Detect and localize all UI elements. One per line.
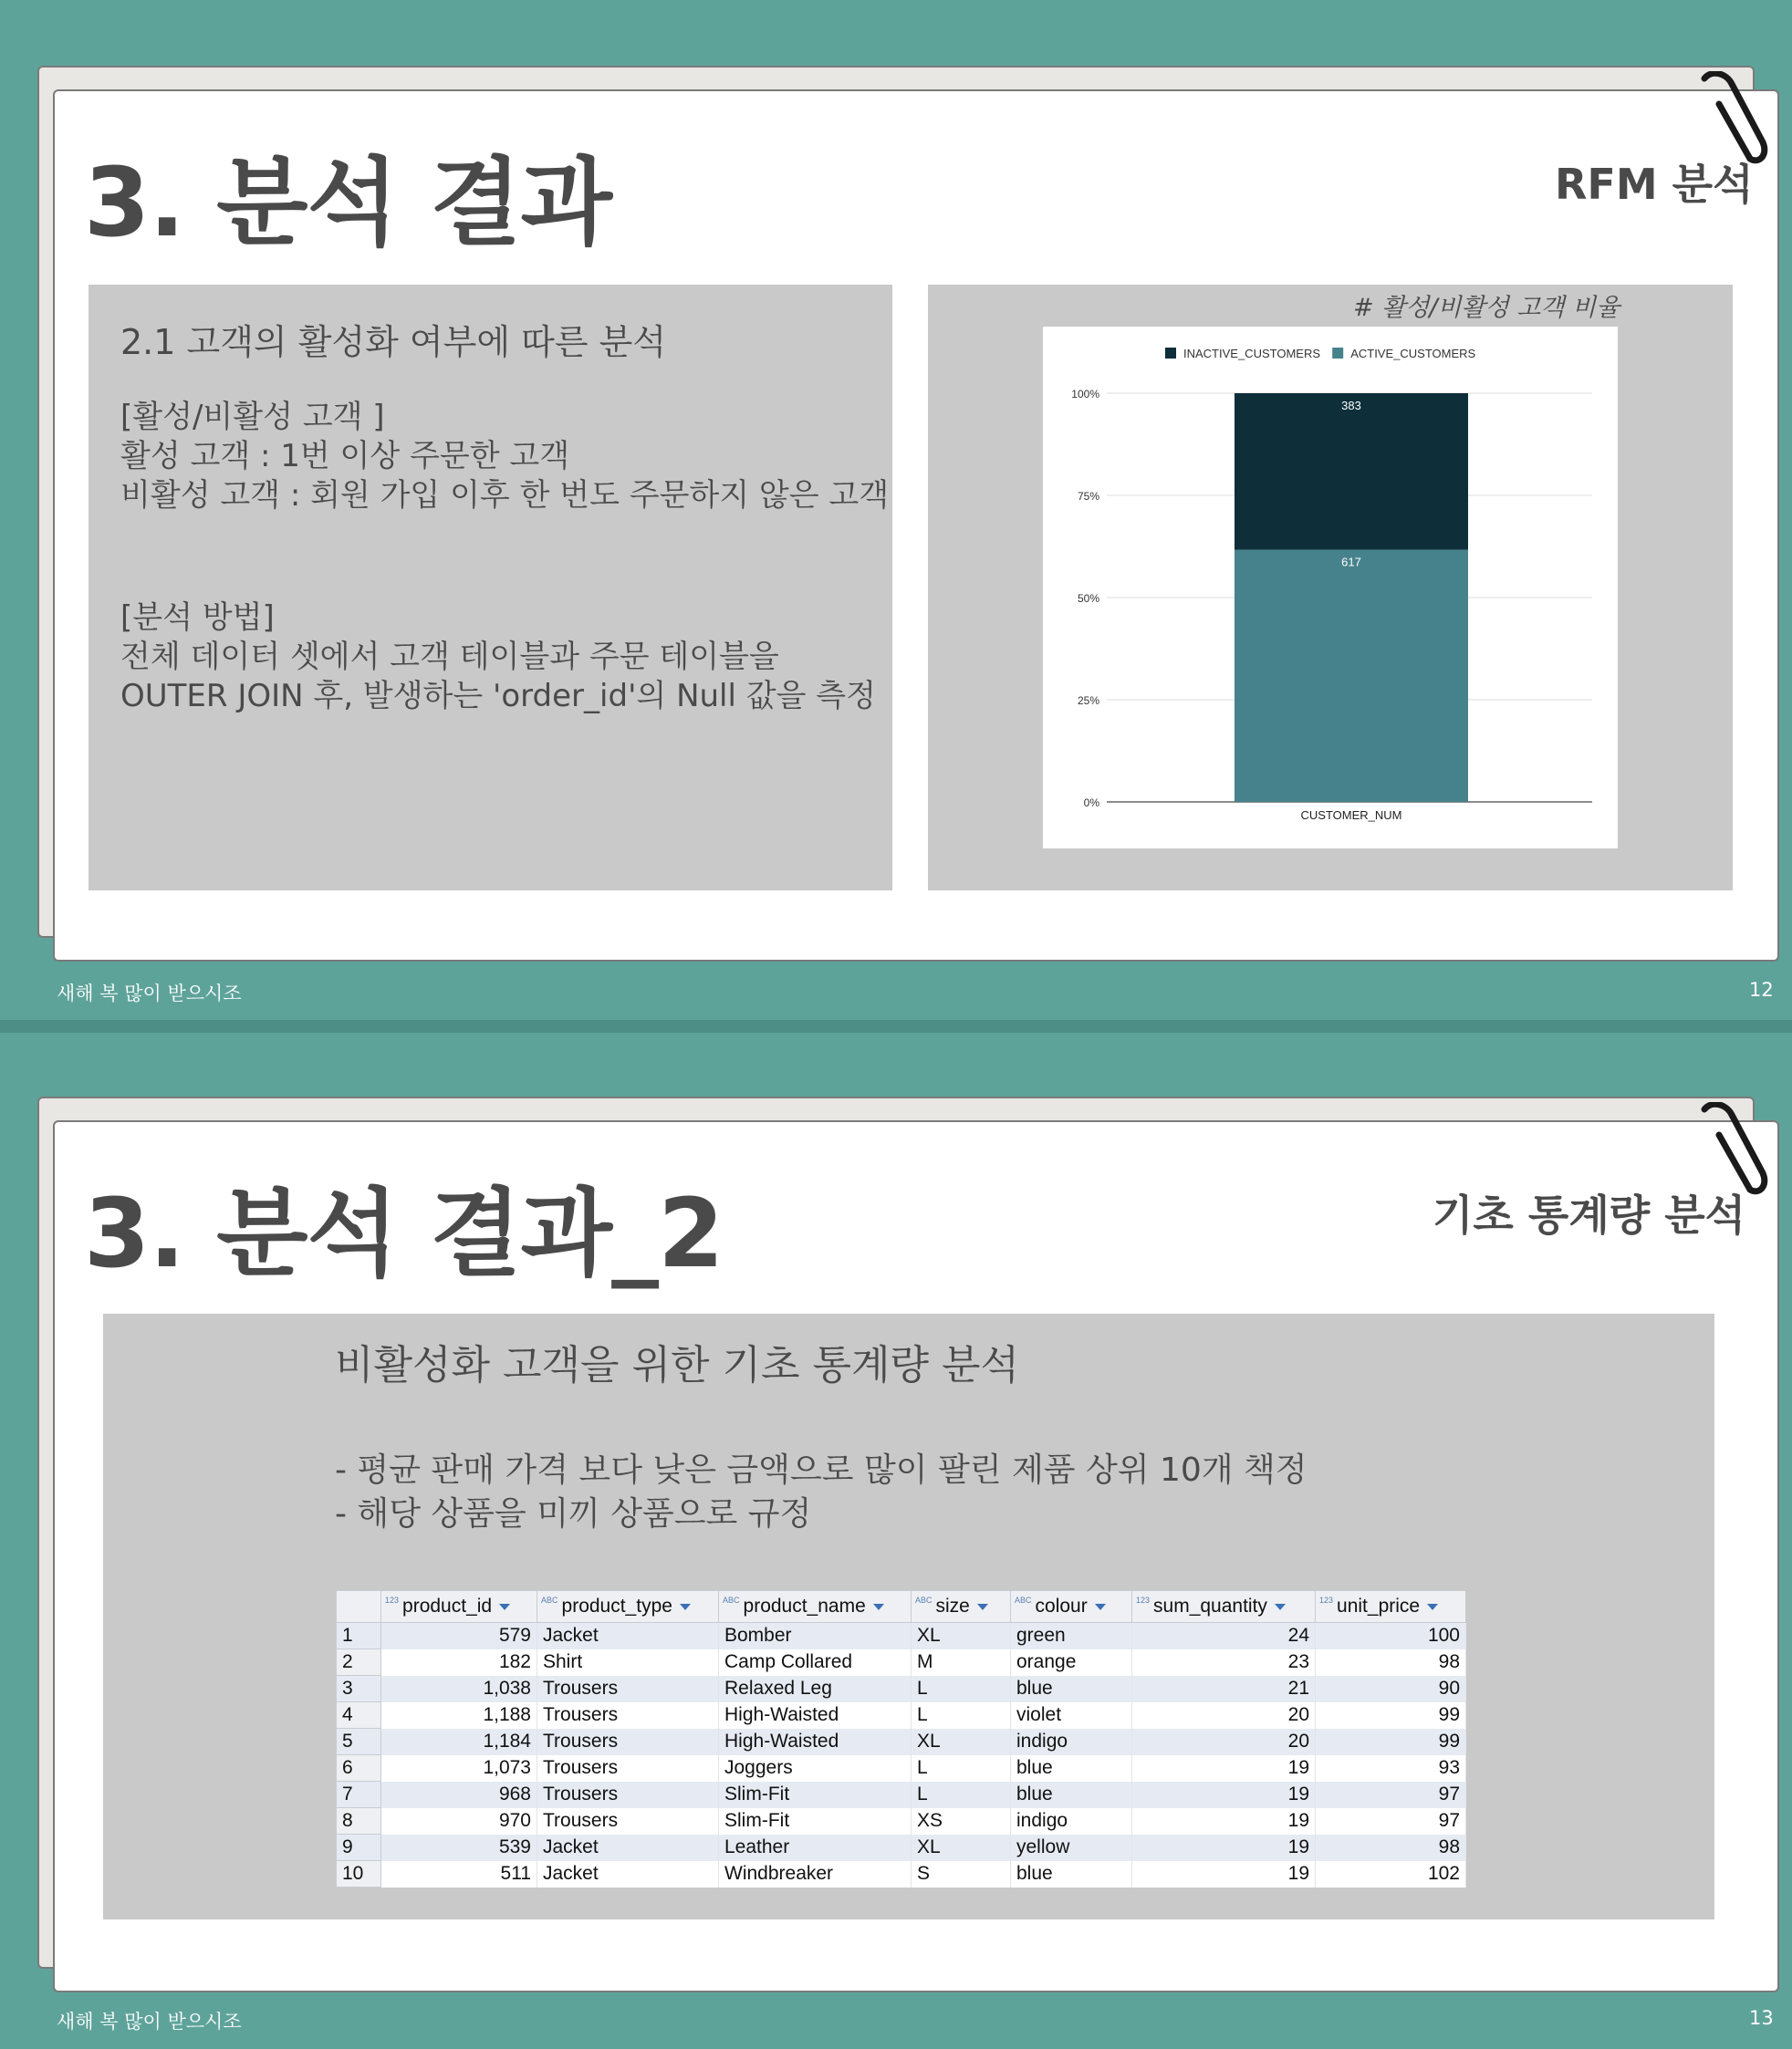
table-cell[interactable]: blue	[1011, 1676, 1132, 1702]
legend-swatch	[1165, 348, 1176, 359]
table-cell[interactable]: 97	[1316, 1782, 1466, 1808]
chart-card	[1043, 327, 1618, 848]
table-cell[interactable]: Windbreaker	[719, 1861, 912, 1888]
column-header-product-name[interactable]: $^{ABC}$ product_name	[719, 1591, 912, 1623]
table-row[interactable]	[337, 1782, 1466, 1808]
column-header-size[interactable]: $^{ABC}$ size	[912, 1591, 1011, 1623]
page-number: 12	[1749, 979, 1774, 1001]
column-header-unit-price[interactable]: $^{123}$ unit_price	[1316, 1591, 1466, 1623]
table-cell[interactable]: 99	[1316, 1702, 1466, 1729]
bar-segment	[1235, 550, 1468, 802]
table-row[interactable]	[337, 1676, 1466, 1702]
table-cell[interactable]: 24	[1132, 1623, 1316, 1649]
table-cell[interactable]: yellow	[1011, 1835, 1132, 1861]
slide-subtitle: 기초 통계량 분석	[1433, 1191, 1746, 1240]
table-row[interactable]	[337, 1755, 1466, 1782]
row-number[interactable]: 10	[337, 1861, 381, 1888]
table-cell[interactable]: Camp Collared	[719, 1649, 912, 1676]
table-cell[interactable]: 579	[381, 1623, 537, 1649]
column-header-product-id[interactable]: $^{123}$ product_id	[381, 1591, 537, 1623]
table-cell[interactable]: 19	[1132, 1808, 1316, 1835]
table-cell[interactable]: Trousers	[537, 1808, 719, 1835]
table-cell[interactable]: High-Waisted	[719, 1729, 912, 1755]
table-cell[interactable]: blue	[1011, 1782, 1132, 1808]
table-cell[interactable]: 98	[1316, 1835, 1466, 1861]
y-tick-label: 0%	[1083, 796, 1099, 809]
stacked-bar-chart	[1043, 327, 1618, 848]
table-cell[interactable]: 23	[1132, 1649, 1316, 1676]
table-cell[interactable]: 90	[1316, 1676, 1466, 1702]
y-tick-label: 100%	[1071, 388, 1099, 400]
table-cell[interactable]: 102	[1316, 1861, 1466, 1888]
table-cell[interactable]: 100	[1316, 1623, 1466, 1649]
panel-heading: 2.1 고객의 활성화 여부에 따른 분석	[120, 322, 667, 362]
row-number[interactable]: 2	[337, 1649, 381, 1676]
method-line: 전체 데이터 셋에서 고객 테이블과 주문 테이블을	[120, 639, 779, 675]
row-number[interactable]: 4	[337, 1702, 381, 1729]
table-cell[interactable]: XL	[912, 1729, 1011, 1755]
table-cell[interactable]: 1,038	[381, 1676, 537, 1702]
y-tick-label: 75%	[1077, 490, 1099, 503]
column-header-sum-quantity[interactable]: $^{123}$ sum_quantity	[1132, 1591, 1316, 1623]
table-cell[interactable]: L	[912, 1755, 1011, 1782]
row-number[interactable]: 3	[337, 1676, 381, 1702]
table-cell[interactable]: Trousers	[537, 1676, 719, 1702]
slide-subtitle: RFM 분석	[1555, 160, 1754, 209]
method-line: [분석 방법]	[120, 599, 275, 636]
slide-12	[0, 0, 1792, 1022]
legend-label: INACTIVE_CUSTOMERS	[1183, 347, 1321, 360]
definition-line: 활성 고객 : 1번 이상 주문한 고객	[120, 438, 570, 474]
data-label: 383	[1341, 399, 1361, 412]
result-grid[interactable]	[336, 1590, 1466, 1888]
method-line: OUTER JOIN 후, 발생하는 'order_id'의 Null 값을 측정	[120, 678, 876, 714]
table-cell[interactable]: green	[1011, 1623, 1132, 1649]
table-cell[interactable]: Trousers	[537, 1702, 719, 1729]
row-number[interactable]: 1	[337, 1623, 381, 1649]
table-cell[interactable]: 1,073	[381, 1755, 537, 1782]
table-cell[interactable]: indigo	[1011, 1729, 1132, 1755]
slide-title: 3. 분석 결과_2	[84, 1178, 724, 1289]
table-cell[interactable]: Bomber	[719, 1623, 912, 1649]
chart-panel	[928, 285, 1733, 890]
row-number[interactable]: 5	[337, 1729, 381, 1755]
table-cell[interactable]: 182	[381, 1649, 537, 1676]
table-cell[interactable]: S	[912, 1861, 1011, 1888]
data-label: 617	[1341, 555, 1361, 569]
x-tick-label: CUSTOMER_NUM	[1300, 808, 1402, 822]
row-number-header	[337, 1591, 381, 1623]
row-number[interactable]: 9	[337, 1835, 381, 1861]
table-cell[interactable]: orange	[1011, 1649, 1132, 1676]
table-cell[interactable]: L	[912, 1702, 1011, 1729]
table-row[interactable]	[337, 1649, 1466, 1676]
table-cell[interactable]: 19	[1132, 1861, 1316, 1888]
table-cell[interactable]: 97	[1316, 1808, 1466, 1835]
table-cell[interactable]: XS	[912, 1808, 1011, 1835]
panel-heading: 비활성화 고객을 위한 기초 통계량 분석	[335, 1342, 1019, 1389]
table-cell[interactable]: Slim-Fit	[719, 1808, 912, 1835]
table-cell[interactable]: 19	[1132, 1782, 1316, 1808]
table-cell[interactable]: Relaxed Leg	[719, 1676, 912, 1702]
table-cell[interactable]: Trousers	[537, 1782, 719, 1808]
chart-caption: # 활성/비활성 고객 비율	[1353, 294, 1620, 322]
table-cell[interactable]: Trousers	[537, 1729, 719, 1755]
sort-dropdown-icon[interactable]	[499, 1604, 510, 1610]
table-row[interactable]	[337, 1861, 1466, 1888]
table-cell[interactable]: Shirt	[537, 1649, 719, 1676]
table-cell[interactable]: 20	[1132, 1729, 1316, 1755]
table-cell[interactable]: Jacket	[537, 1623, 719, 1649]
table-cell[interactable]: Jacket	[537, 1861, 719, 1888]
table-row[interactable]	[337, 1702, 1466, 1729]
table-row[interactable]	[337, 1729, 1466, 1755]
slide-13	[0, 1029, 1792, 2049]
table-cell[interactable]: L	[912, 1676, 1011, 1702]
table-cell[interactable]: violet	[1011, 1702, 1132, 1729]
bullet-line: - 평균 판매 가격 보다 낮은 금액으로 많이 팔린 제품 상위 10개 책정	[335, 1451, 1308, 1489]
footer-text: 새해 복 많이 받으시조	[57, 2011, 242, 2033]
sort-dropdown-icon[interactable]	[977, 1604, 988, 1610]
table-cell[interactable]: 1,184	[381, 1729, 537, 1755]
column-header-colour[interactable]: $^{ABC}$ colour	[1011, 1591, 1132, 1623]
table-cell[interactable]: XL	[912, 1835, 1011, 1861]
table-row[interactable]	[337, 1623, 1466, 1649]
table-cell[interactable]: Jacket	[537, 1835, 719, 1861]
table-cell[interactable]: indigo	[1011, 1808, 1132, 1835]
table-cell[interactable]: Slim-Fit	[719, 1782, 912, 1808]
bullet-line: - 해당 상품을 미끼 상품으로 규정	[335, 1495, 812, 1533]
footer-text: 새해 복 많이 받으시조	[57, 983, 242, 1004]
table-cell[interactable]: 968	[381, 1782, 537, 1808]
table-cell[interactable]: 19	[1132, 1755, 1316, 1782]
sort-dropdown-icon[interactable]	[1427, 1604, 1438, 1610]
slide-title: 3. 분석 결과	[84, 147, 612, 258]
y-tick-label: 25%	[1077, 694, 1099, 707]
table-cell[interactable]: 19	[1132, 1835, 1316, 1861]
table-cell[interactable]: L	[912, 1782, 1011, 1808]
table-cell[interactable]: blue	[1011, 1755, 1132, 1782]
table-cell[interactable]: Joggers	[719, 1755, 912, 1782]
table-cell[interactable]: 21	[1132, 1676, 1316, 1702]
sort-dropdown-icon[interactable]	[680, 1604, 691, 1610]
table-cell[interactable]: 511	[381, 1861, 537, 1888]
row-number[interactable]: 6	[337, 1755, 381, 1782]
row-number[interactable]: 8	[337, 1808, 381, 1835]
table-cell[interactable]: Trousers	[537, 1755, 719, 1782]
row-number[interactable]: 7	[337, 1782, 381, 1808]
legend-swatch	[1332, 348, 1343, 359]
table-cell[interactable]: XL	[912, 1623, 1011, 1649]
table-cell[interactable]: 99	[1316, 1729, 1466, 1755]
definition-line: 비활성 고객 : 회원 가입 이후 한 번도 주문하지 않은 고객	[120, 477, 890, 514]
table-cell[interactable]: 20	[1132, 1702, 1316, 1729]
column-header-product-type[interactable]: $^{ABC}$ product_type	[537, 1591, 719, 1623]
y-tick-label: 50%	[1077, 592, 1099, 605]
sort-dropdown-icon[interactable]	[1095, 1604, 1106, 1610]
table-cell[interactable]: 970	[381, 1808, 537, 1835]
table-cell[interactable]: 1,188	[381, 1702, 537, 1729]
table-cell[interactable]: blue	[1011, 1861, 1132, 1888]
table-cell[interactable]: High-Waisted	[719, 1702, 912, 1729]
table-cell[interactable]: 98	[1316, 1649, 1466, 1676]
table-row[interactable]	[337, 1808, 1466, 1835]
result-grid-body	[337, 1623, 1466, 1888]
page-number: 13	[1749, 2007, 1774, 2029]
analysis-panel	[89, 285, 892, 890]
definition-line: [활성/비활성 고객 ]	[120, 399, 385, 435]
sort-dropdown-icon[interactable]	[873, 1604, 884, 1610]
table-cell[interactable]: M	[912, 1649, 1011, 1676]
legend-label: ACTIVE_CUSTOMERS	[1350, 347, 1476, 360]
table-cell[interactable]: 93	[1316, 1755, 1466, 1782]
sort-dropdown-icon[interactable]	[1275, 1604, 1286, 1610]
table-row[interactable]	[337, 1835, 1466, 1861]
table-cell[interactable]: Leather	[719, 1835, 912, 1861]
table-cell[interactable]: 539	[381, 1835, 537, 1861]
bar-segment	[1235, 393, 1468, 550]
